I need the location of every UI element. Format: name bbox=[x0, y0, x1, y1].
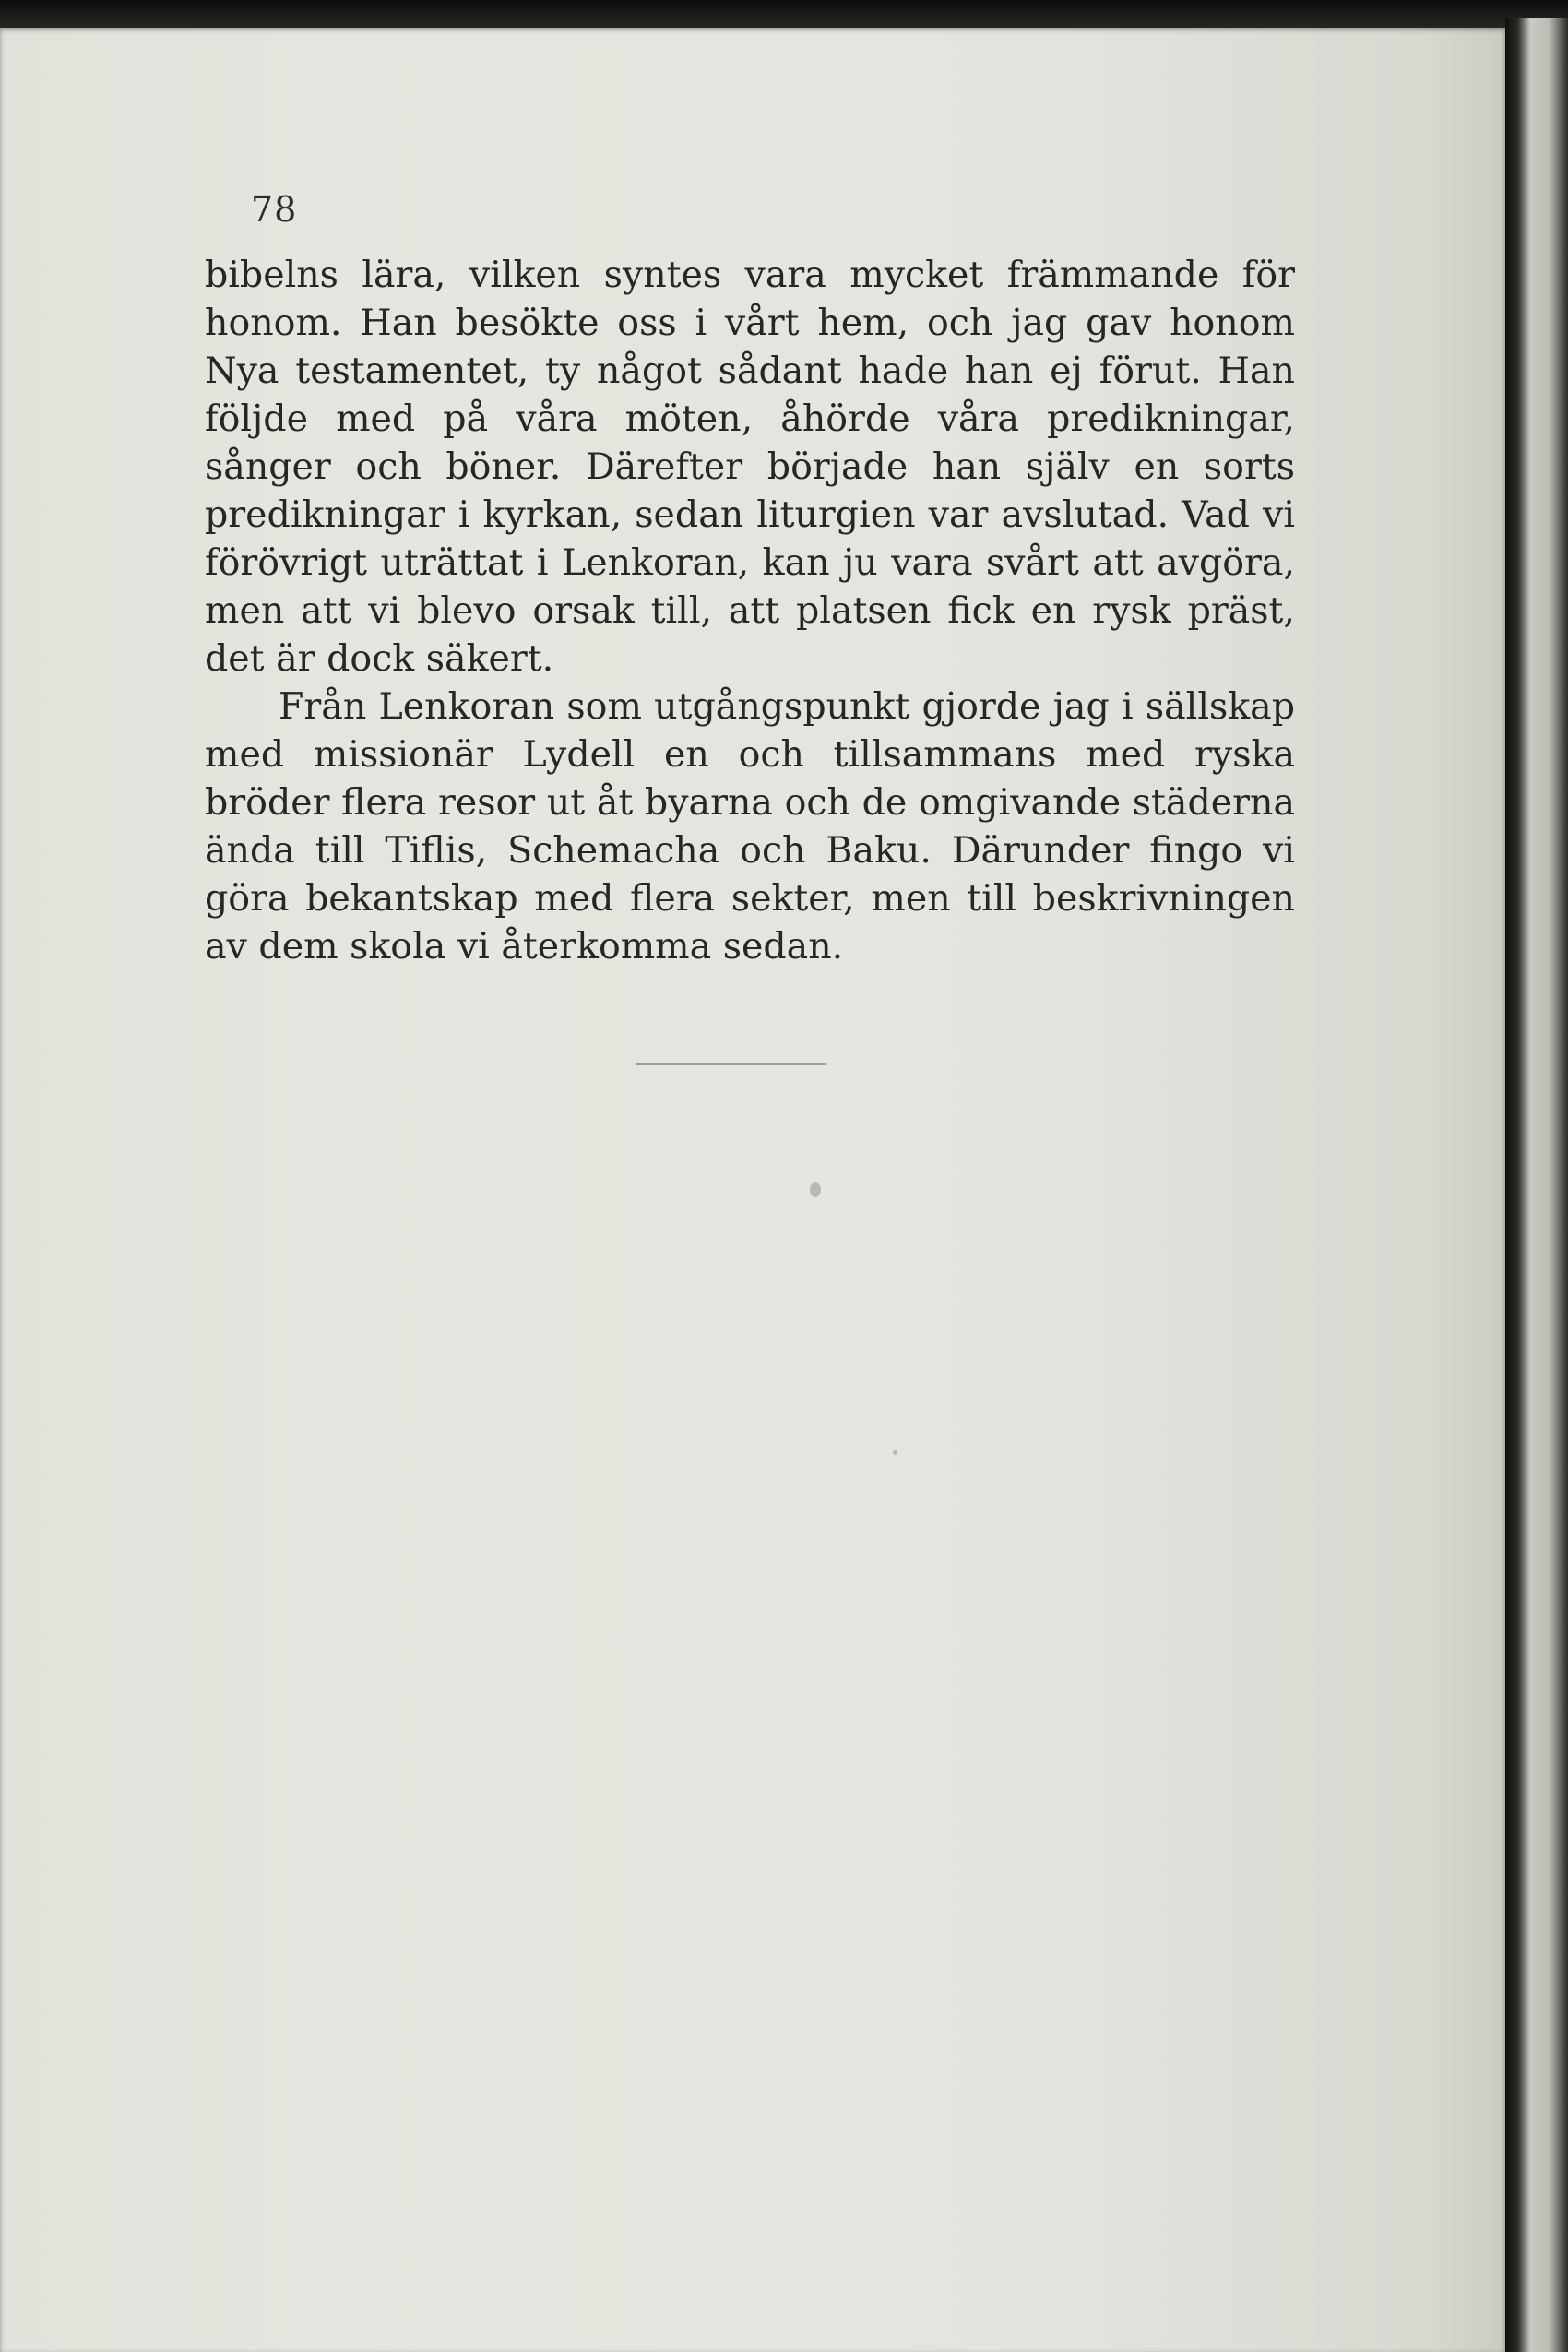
body-text bbox=[205, 251, 1295, 970]
book-spine-edge bbox=[1505, 18, 1568, 2352]
page-number: 78 bbox=[251, 189, 298, 230]
paragraph-2: Från Lenkoran som utgångspunkt gjorde jag i sällskap med missionär Lydell en och tillsammans med ryska bröder flera resor ut åt byarna och de omgivande städerna ända till Tiflis, Schemacha och Baku. Därunder fingo vi göra bekantskap med flera sekter, men till beskrivningen av dem skola vi återkomma sedan. bbox=[205, 685, 1295, 968]
paper-speck bbox=[893, 1450, 897, 1455]
paragraph-1: bibelns lära, vilken syntes vara mycket främmande för honom. Han besökte oss i vårt hem, och jag gav honom Nya testamentet, ty något sådant hade han ej förut. Han följde med på våra möten, åhörde våra predikningar, sånger och böner. Därefter började han själv en sorts predikningar i kyrkan, sedan liturgien var avslutad. Vad vi förövrigt uträttat i Lenkoran, kan ju vara svårt att avgöra, men att vi blevo orsak till, att platsen fick en rysk präst, det är dock säkert. bbox=[205, 254, 1295, 680]
paper-speck bbox=[810, 1182, 821, 1197]
section-divider bbox=[636, 1063, 826, 1065]
